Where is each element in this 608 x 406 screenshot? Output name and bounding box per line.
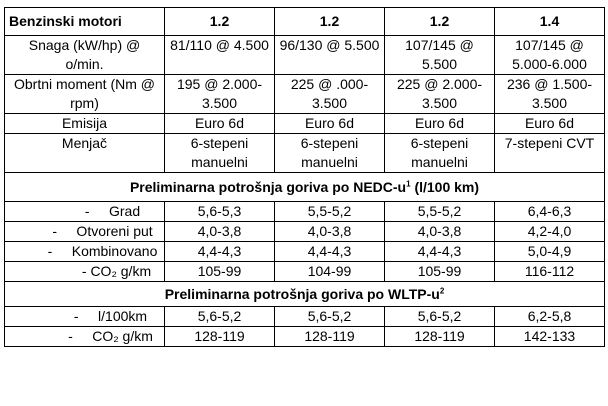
table-cell: 6,2-5,8 bbox=[495, 307, 605, 327]
table-cell: 96/130 @ 5.500 bbox=[275, 36, 385, 75]
section-title-nedc: Preliminarna potrošnja goriva po NEDC-$u^1$ (l/100 km) bbox=[5, 173, 605, 202]
section-row-nedc bbox=[5, 173, 605, 202]
table-cell: 6-stepeni manuelni bbox=[385, 134, 495, 173]
row-label: - Otvoreni put bbox=[5, 222, 165, 242]
table-cell: 4,4-4,3 bbox=[275, 242, 385, 262]
header-col: 1.2 bbox=[385, 8, 495, 36]
table-cell: 5,6-5,3 bbox=[165, 202, 275, 222]
table-row bbox=[5, 134, 605, 173]
section-row-wltp bbox=[5, 282, 605, 307]
table-cell: Euro 6d bbox=[275, 114, 385, 134]
table-row bbox=[5, 114, 605, 134]
table-row bbox=[5, 242, 605, 262]
section-title-wltp: Preliminarna potrošnja goriva po WLTP-$u^2$ bbox=[5, 282, 605, 307]
table-cell: 6-stepeni manuelni bbox=[275, 134, 385, 173]
table-cell: 7-stepeni CVT bbox=[495, 134, 605, 173]
table-cell: 5,5-5,2 bbox=[385, 202, 495, 222]
table-row bbox=[5, 307, 605, 327]
engine-spec-table bbox=[4, 7, 605, 347]
table-cell: 236 @ 1.500-3.500 bbox=[495, 75, 605, 114]
table-cell: Euro 6d bbox=[385, 114, 495, 134]
table-row bbox=[5, 75, 605, 114]
table-cell: 5,6-5,2 bbox=[165, 307, 275, 327]
table-cell: 6,4-6,3 bbox=[495, 202, 605, 222]
table-cell: 105-99 bbox=[385, 262, 495, 282]
row-label: - l/100km bbox=[5, 307, 165, 327]
table-cell: 5,6-5,2 bbox=[385, 307, 495, 327]
table-cell: 107/145 @ 5.000-6.000 bbox=[495, 36, 605, 75]
row-label: Menjač bbox=[5, 134, 165, 173]
row-label: Emisija bbox=[5, 114, 165, 134]
header-label: Benzinski motori bbox=[5, 8, 165, 36]
table-cell: 225 @ 2.000-3.500 bbox=[385, 75, 495, 114]
table-cell: 116-112 bbox=[495, 262, 605, 282]
row-label: - Grad bbox=[5, 202, 165, 222]
table-header-row bbox=[5, 8, 605, 36]
table-row bbox=[5, 202, 605, 222]
table-cell: 225 @ .000-3.500 bbox=[275, 75, 385, 114]
table-cell: 4,0-3,8 bbox=[385, 222, 495, 242]
table-cell: 128-119 bbox=[275, 327, 385, 347]
table-cell: Euro 6d bbox=[495, 114, 605, 134]
header-col: 1.2 bbox=[165, 8, 275, 36]
header-col: 1.4 bbox=[495, 8, 605, 36]
table-cell: 4,4-4,3 bbox=[385, 242, 495, 262]
table-cell: 105-99 bbox=[165, 262, 275, 282]
table-cell: 128-119 bbox=[165, 327, 275, 347]
row-label: - CO₂ g/km bbox=[5, 262, 165, 282]
table-row bbox=[5, 36, 605, 75]
table-cell: Euro 6d bbox=[165, 114, 275, 134]
header-col: 1.2 bbox=[275, 8, 385, 36]
table-cell: 4,4-4,3 bbox=[165, 242, 275, 262]
table-cell: 104-99 bbox=[275, 262, 385, 282]
table-cell: 107/145 @ 5.500 bbox=[385, 36, 495, 75]
table-cell: 4,0-3,8 bbox=[275, 222, 385, 242]
table-cell: 195 @ 2.000-3.500 bbox=[165, 75, 275, 114]
table-cell: 4,2-4,0 bbox=[495, 222, 605, 242]
table-cell: 81/110 @ 4.500 bbox=[165, 36, 275, 75]
table-row bbox=[5, 222, 605, 242]
table-cell: 5,0-4,9 bbox=[495, 242, 605, 262]
table-cell: 5,6-5,2 bbox=[275, 307, 385, 327]
table-cell: 6-stepeni manuelni bbox=[165, 134, 275, 173]
table-row bbox=[5, 327, 605, 347]
row-label: Snaga (kW/hp) @ o/min. bbox=[5, 36, 165, 75]
table-cell: 128-119 bbox=[385, 327, 495, 347]
table-cell: 4,0-3,8 bbox=[165, 222, 275, 242]
table-cell: 142-133 bbox=[495, 327, 605, 347]
table-cell: 5,5-5,2 bbox=[275, 202, 385, 222]
table-row bbox=[5, 262, 605, 282]
row-label: - Kombinovano bbox=[5, 242, 165, 262]
row-label: Obrtni moment (Nm @ rpm) bbox=[5, 75, 165, 114]
row-label: - CO₂ g/km bbox=[5, 327, 165, 347]
